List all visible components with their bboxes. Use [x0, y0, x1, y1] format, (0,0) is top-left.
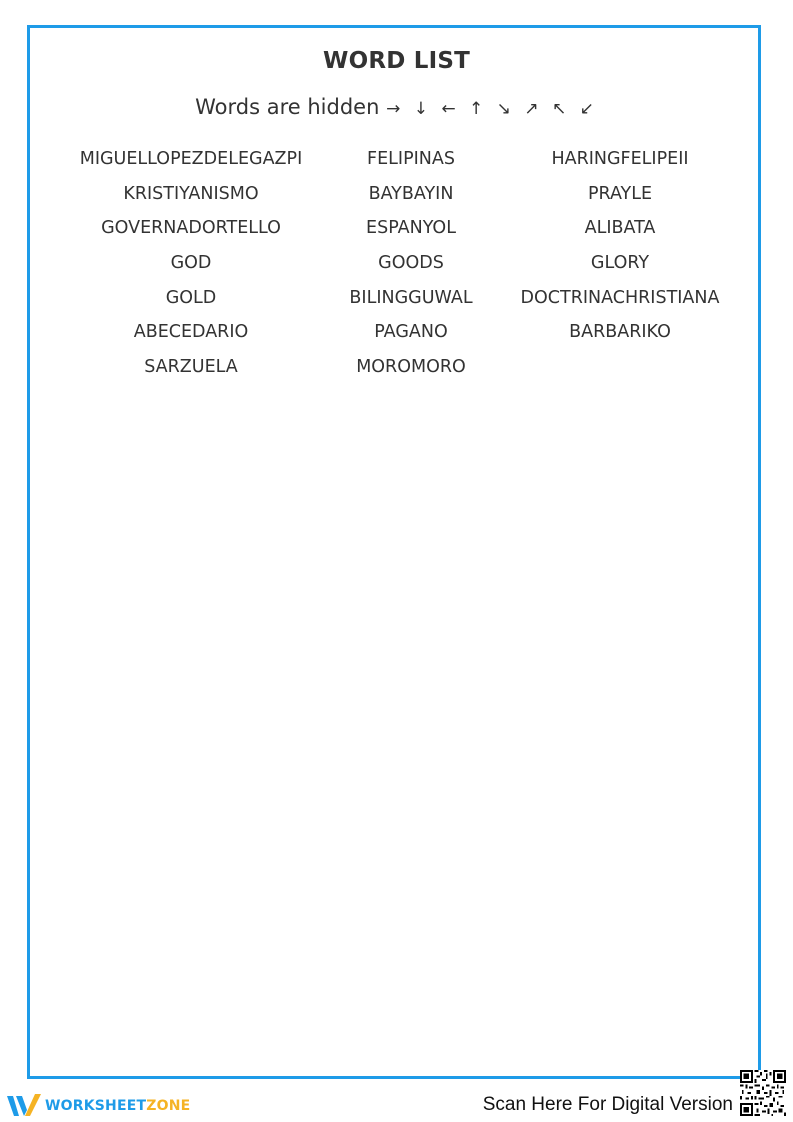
subtitle-text: Words are hidden	[195, 95, 380, 119]
word-item: GLORY	[590, 253, 650, 274]
word-item: BARBARIKO	[569, 322, 671, 343]
word-item: HARINGFELIPEII	[551, 149, 689, 169]
word-item: GOLD	[165, 287, 217, 308]
qr-code-icon[interactable]	[740, 1070, 786, 1116]
word-item: GOD	[170, 253, 212, 274]
word-item: BAYBAYIN	[368, 183, 454, 204]
word-item: GOODS	[378, 253, 444, 274]
word-item: BILINGGUWAL	[349, 287, 473, 308]
page-title: WORD LIST	[323, 48, 470, 74]
word-item: ESPANYOL	[366, 218, 456, 239]
word-item: FELIPINAS	[367, 149, 455, 169]
page-subtitle	[0, 95, 793, 119]
word-item: MIGUELLOPEZDELEGAZPI	[79, 149, 303, 169]
word-item: PRAYLE	[587, 183, 653, 204]
worksheet-zone-logo-icon	[7, 1094, 41, 1118]
word-item: PAGANO	[374, 322, 448, 343]
word-item: KRISTIYANISMO	[123, 183, 259, 204]
scan-label: Scan Here For Digital Version	[482, 1094, 733, 1115]
logo-text-zone: ZONE	[146, 1098, 191, 1114]
word-item: DOCTRINACHRISTIANA	[520, 287, 720, 308]
word-item: SARZUELA	[144, 357, 238, 378]
logo-text-worksheet: WORKSHEET	[45, 1098, 147, 1114]
worksheet-zone-logo	[7, 1093, 190, 1119]
direction-arrows: → ↓ ← ↑ ↘ ↗ ↖ ↙	[386, 99, 598, 119]
word-item: GOVERNADORTELLO	[101, 218, 281, 239]
word-item: MOROMORO	[356, 357, 466, 378]
word-item: ALIBATA	[584, 218, 656, 239]
logo-wordmark	[45, 1098, 190, 1114]
word-list	[60, 147, 750, 390]
word-item: ABECEDARIO	[133, 322, 249, 343]
